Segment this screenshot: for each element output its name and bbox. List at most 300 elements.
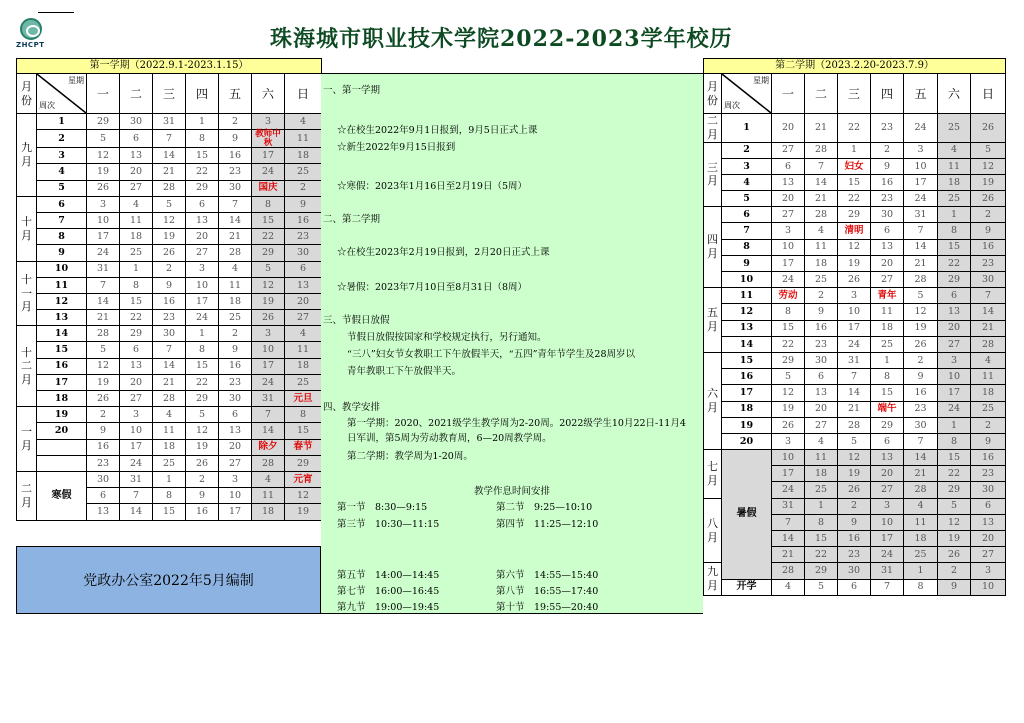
day-cell: 21: [838, 401, 871, 417]
holiday-cell: 清明: [838, 223, 871, 239]
week-number: 18: [722, 401, 772, 417]
day-cell: 8: [772, 304, 805, 320]
day-cell: 10: [871, 514, 904, 530]
day-cell: 5: [772, 369, 805, 385]
week-row: [17, 391, 322, 407]
day-cell: 12: [772, 385, 805, 401]
day-cell: 11: [153, 423, 186, 439]
week-number: 10: [722, 272, 772, 288]
day-cell: 17: [871, 531, 904, 547]
day-cell: 17: [219, 504, 252, 520]
day-cell: 11: [120, 212, 153, 228]
day-cell: 14: [87, 293, 120, 309]
week-number: 8: [722, 239, 772, 255]
day-cell: 3: [120, 407, 153, 423]
schedule-period: 第七节 16:00—16:45: [337, 586, 440, 597]
day-cell: 7: [904, 433, 938, 449]
day-cell: 28: [904, 272, 938, 288]
day-cell: 15: [120, 293, 153, 309]
week-number: 7: [722, 223, 772, 239]
day-cell: 27: [120, 391, 153, 407]
weekday-label: 星期: [753, 76, 769, 85]
day-cell: 7: [219, 196, 252, 212]
day-cell: 10: [219, 488, 252, 504]
day-cell: 2: [219, 114, 252, 130]
week-row: [704, 401, 1006, 417]
day-cell: 17: [87, 229, 120, 245]
day-cell: 13: [871, 239, 904, 255]
day-cell: 29: [87, 114, 120, 130]
day-cell: 7: [87, 277, 120, 293]
week-number: 16: [722, 369, 772, 385]
day-cell: 17: [120, 439, 153, 455]
day-cell: 16: [87, 439, 120, 455]
section-2-item-b: ☆暑假：2023年7月10日至8月31日（8周）: [337, 282, 527, 293]
week-row: [704, 207, 1006, 223]
section-3-item-b: “三八”妇女节女教职工下午放假半天，“五四”青年节学生及28周岁以: [347, 349, 636, 360]
month-label: 九月: [17, 114, 37, 197]
weekday-header: 三: [153, 74, 186, 114]
week-number: 4: [37, 164, 87, 180]
day-cell: 10: [120, 423, 153, 439]
info-panel: [321, 73, 703, 614]
day-cell: 14: [219, 212, 252, 228]
week-row: [704, 579, 1006, 595]
day-cell: 21: [904, 466, 938, 482]
day-cell: 19: [971, 174, 1006, 190]
day-cell: 15: [772, 320, 805, 336]
day-cell: 17: [904, 174, 938, 190]
day-cell: 9: [153, 277, 186, 293]
week-row: [704, 223, 1006, 239]
day-cell: 17: [938, 385, 971, 401]
day-cell: 19: [186, 439, 219, 455]
day-cell: 30: [219, 180, 252, 196]
day-cell: 15: [186, 358, 219, 374]
day-cell: 9: [87, 423, 120, 439]
day-cell: 15: [153, 504, 186, 520]
logo-text: ZHCPT: [16, 41, 45, 49]
day-cell: 6: [871, 433, 904, 449]
day-cell: 23: [87, 455, 120, 471]
day-cell: 8: [186, 342, 219, 358]
day-cell: 5: [805, 579, 838, 595]
month-label: 九月: [704, 563, 722, 595]
day-cell: 21: [772, 547, 805, 563]
day-cell: 31: [904, 207, 938, 223]
day-cell: 8: [938, 433, 971, 449]
day-cell: 20: [186, 229, 219, 245]
day-cell: 18: [285, 358, 322, 374]
day-cell: 31: [772, 498, 805, 514]
day-cell: 8: [904, 579, 938, 595]
day-cell: 29: [186, 391, 219, 407]
day-cell: 21: [904, 255, 938, 271]
day-cell: 4: [772, 579, 805, 595]
day-cell: 11: [805, 450, 838, 466]
day-cell: 29: [120, 326, 153, 342]
day-cell: 18: [153, 439, 186, 455]
day-cell: 17: [252, 358, 285, 374]
day-cell: 15: [252, 212, 285, 228]
day-cell: 3: [186, 261, 219, 277]
week-row: [704, 272, 1006, 288]
day-cell: 18: [904, 531, 938, 547]
day-cell: 16: [219, 358, 252, 374]
day-cell: 12: [938, 514, 971, 530]
day-cell: 23: [219, 164, 252, 180]
day-cell: 9: [219, 342, 252, 358]
week-number: 12: [37, 293, 87, 309]
holiday-cell: 元旦: [285, 391, 322, 407]
day-cell: 6: [871, 223, 904, 239]
day-cell: 14: [971, 304, 1006, 320]
day-cell: 28: [805, 142, 838, 158]
day-cell: 12: [87, 148, 120, 164]
week-row: [17, 196, 322, 212]
day-cell: 4: [805, 433, 838, 449]
day-cell: 12: [838, 450, 871, 466]
day-cell: 11: [971, 369, 1006, 385]
day-cell: 22: [186, 374, 219, 390]
section-2-heading: 二、第二学期: [323, 214, 381, 225]
week-number: 2: [37, 130, 87, 148]
day-cell: 14: [252, 423, 285, 439]
day-cell: 16: [153, 293, 186, 309]
day-cell: 13: [120, 358, 153, 374]
day-cell: 25: [971, 401, 1006, 417]
day-cell: 6: [805, 369, 838, 385]
day-cell: 3: [938, 352, 971, 368]
day-cell: 27: [186, 245, 219, 261]
section-4-item-b: 日军训，第5周为劳动教育周，6—20周教学周。: [347, 433, 552, 444]
week-number: 18: [37, 391, 87, 407]
month-label: 十一月: [17, 261, 37, 326]
day-cell: 7: [971, 288, 1006, 304]
day-cell: 20: [805, 401, 838, 417]
day-cell: 4: [120, 196, 153, 212]
day-cell: 14: [772, 531, 805, 547]
day-cell: 8: [252, 196, 285, 212]
day-cell: 29: [772, 352, 805, 368]
day-cell: 29: [938, 482, 971, 498]
day-cell: 14: [805, 174, 838, 190]
week-number: [37, 439, 87, 455]
school-logo-icon: [20, 18, 42, 40]
day-cell: 6: [772, 158, 805, 174]
day-cell: 30: [805, 352, 838, 368]
day-cell: 15: [186, 148, 219, 164]
week-number-label: 周次: [724, 101, 740, 110]
day-cell: 24: [772, 482, 805, 498]
holiday-cell: 青年: [871, 288, 904, 304]
day-cell: 4: [805, 223, 838, 239]
day-cell: 7: [772, 514, 805, 530]
semester2-table: [703, 58, 1006, 596]
day-cell: 5: [252, 261, 285, 277]
day-cell: 11: [938, 158, 971, 174]
day-cell: 24: [87, 245, 120, 261]
week-number: 17: [37, 374, 87, 390]
day-cell: 16: [871, 174, 904, 190]
day-cell: 5: [87, 342, 120, 358]
day-cell: 4: [971, 352, 1006, 368]
day-cell: 14: [904, 239, 938, 255]
day-cell: 22: [938, 255, 971, 271]
day-cell: 24: [252, 374, 285, 390]
day-cell: 27: [971, 547, 1006, 563]
day-cell: 8: [186, 130, 219, 148]
day-cell: 6: [120, 130, 153, 148]
schedule-title: 教学作息时间安排: [473, 486, 550, 497]
month-label: 六月: [704, 352, 722, 449]
day-cell: 7: [871, 579, 904, 595]
week-row: [17, 293, 322, 309]
day-cell: 7: [805, 158, 838, 174]
month-label: 五月: [704, 288, 722, 353]
day-cell: 3: [871, 498, 904, 514]
day-cell: 9: [219, 130, 252, 148]
day-cell: 7: [153, 130, 186, 148]
day-cell: 26: [971, 191, 1006, 207]
day-cell: 1: [120, 261, 153, 277]
day-cell: 24: [772, 272, 805, 288]
vacation-label: 暑假: [722, 450, 772, 580]
schedule-period: 第六节 14:55—15:40: [496, 570, 599, 581]
day-cell: 7: [120, 488, 153, 504]
day-cell: 17: [838, 320, 871, 336]
day-cell: 13: [805, 385, 838, 401]
day-cell: 1: [938, 417, 971, 433]
week-row: [17, 245, 322, 261]
weekday-header: 四: [186, 74, 219, 114]
day-cell: 22: [938, 466, 971, 482]
day-cell: 25: [219, 310, 252, 326]
day-cell: 19: [772, 401, 805, 417]
week-number: 7: [37, 212, 87, 228]
day-cell: 16: [838, 531, 871, 547]
day-cell: 1: [186, 326, 219, 342]
day-cell: 9: [838, 514, 871, 530]
day-cell: 6: [186, 196, 219, 212]
day-cell: 8: [871, 369, 904, 385]
day-cell: 20: [772, 114, 805, 143]
week-row: [17, 261, 322, 277]
day-cell: 21: [805, 191, 838, 207]
day-cell: 27: [219, 455, 252, 471]
day-cell: 15: [871, 385, 904, 401]
week-row: [704, 255, 1006, 271]
day-cell: 11: [252, 488, 285, 504]
week-row: [17, 180, 322, 196]
day-cell: 22: [838, 191, 871, 207]
day-cell: 26: [772, 417, 805, 433]
day-cell: 28: [153, 391, 186, 407]
day-cell: 30: [153, 326, 186, 342]
day-cell: 9: [285, 196, 322, 212]
week-number: 15: [37, 342, 87, 358]
day-cell: 27: [805, 417, 838, 433]
day-cell: 23: [904, 401, 938, 417]
day-cell: 31: [87, 261, 120, 277]
week-row: [704, 304, 1006, 320]
week-number: 16: [37, 358, 87, 374]
week-row: [704, 114, 1006, 143]
day-cell: 29: [871, 417, 904, 433]
day-cell: 10: [904, 158, 938, 174]
week-number: 1: [722, 114, 772, 143]
day-cell: 6: [285, 261, 322, 277]
day-cell: 1: [904, 563, 938, 579]
day-cell: 5: [153, 196, 186, 212]
week-number: 2: [722, 142, 772, 158]
day-cell: 9: [904, 369, 938, 385]
section-4-heading: 四、教学安排: [323, 402, 381, 413]
day-cell: 19: [938, 531, 971, 547]
day-cell: 21: [219, 229, 252, 245]
day-cell: 2: [971, 417, 1006, 433]
day-cell: 11: [871, 304, 904, 320]
week-number: 13: [722, 320, 772, 336]
day-cell: 5: [838, 433, 871, 449]
day-cell: 12: [838, 239, 871, 255]
weekday-header: 六: [938, 74, 971, 114]
week-number: 19: [37, 407, 87, 423]
day-cell: 2: [904, 352, 938, 368]
day-cell: 6: [938, 288, 971, 304]
section-2-item-a: ☆在校生2023年2月19日报到，2月20日正式上课: [337, 247, 550, 258]
day-cell: 12: [904, 304, 938, 320]
day-cell: 5: [904, 288, 938, 304]
week-row: [704, 369, 1006, 385]
day-cell: 28: [838, 417, 871, 433]
day-cell: 30: [971, 272, 1006, 288]
day-cell: 14: [153, 358, 186, 374]
week-row: [704, 239, 1006, 255]
day-cell: 25: [871, 336, 904, 352]
day-cell: 2: [87, 407, 120, 423]
day-cell: 18: [252, 504, 285, 520]
day-cell: 3: [87, 196, 120, 212]
weekday-header: 日: [971, 74, 1006, 114]
day-cell: 9: [186, 488, 219, 504]
day-cell: 22: [186, 164, 219, 180]
week-row: [17, 439, 322, 455]
day-cell: 19: [838, 466, 871, 482]
schedule-period: 第十节 19:55—20:40: [496, 602, 599, 613]
day-cell: 12: [252, 277, 285, 293]
day-cell: 10: [87, 212, 120, 228]
day-cell: 15: [805, 531, 838, 547]
day-cell: 9: [871, 158, 904, 174]
section-4-item-c: 第二学期：教学周为1-20周。: [347, 451, 473, 462]
day-cell: 11: [285, 342, 322, 358]
day-cell: 29: [938, 272, 971, 288]
day-cell: 24: [904, 114, 938, 143]
holiday-cell: 劳动: [772, 288, 805, 304]
week-row: [704, 417, 1006, 433]
day-cell: 24: [871, 547, 904, 563]
day-cell: 26: [904, 336, 938, 352]
schedule-period: 第三节 10:30—11:15: [337, 519, 440, 530]
day-cell: 18: [285, 148, 322, 164]
holiday-cell: 除夕: [252, 439, 285, 455]
day-cell: 4: [153, 407, 186, 423]
day-cell: 3: [252, 114, 285, 130]
schedule-period: 第五节 14:00—14:45: [337, 570, 440, 581]
week-row: [704, 352, 1006, 368]
week-row: [17, 374, 322, 390]
day-cell: 22: [772, 336, 805, 352]
day-cell: 13: [87, 504, 120, 520]
day-cell: 15: [838, 174, 871, 190]
day-cell: 30: [87, 471, 120, 487]
day-cell: 17: [772, 255, 805, 271]
day-cell: 6: [838, 579, 871, 595]
week-row: [704, 385, 1006, 401]
day-cell: 25: [938, 114, 971, 143]
day-cell: 22: [120, 310, 153, 326]
day-cell: 30: [219, 391, 252, 407]
week-number: 3: [37, 148, 87, 164]
day-cell: 11: [805, 239, 838, 255]
day-cell: 20: [772, 191, 805, 207]
section-1-item-b: ☆新生2022年9月15日报到: [337, 142, 456, 153]
day-cell: 14: [838, 385, 871, 401]
month-label: 一月: [17, 407, 37, 472]
day-cell: 6: [120, 342, 153, 358]
day-cell: 26: [87, 391, 120, 407]
office-note: 党政办公室2022年5月编制: [16, 546, 321, 614]
weekday-header: 一: [87, 74, 120, 114]
week-number: 20: [37, 423, 87, 439]
day-cell: 7: [252, 407, 285, 423]
day-cell: 21: [805, 114, 838, 143]
day-cell: 5: [87, 130, 120, 148]
week-row: [17, 114, 322, 130]
day-cell: 3: [838, 288, 871, 304]
week-row: [17, 455, 322, 471]
weekday-header: 五: [904, 74, 938, 114]
schedule-period: 第九节 19:00—19:45: [337, 602, 440, 613]
day-cell: 19: [87, 164, 120, 180]
day-cell: 12: [971, 158, 1006, 174]
day-cell: 1: [805, 498, 838, 514]
day-cell: 15: [285, 423, 322, 439]
day-cell: 13: [971, 514, 1006, 530]
day-cell: 4: [285, 114, 322, 130]
day-cell: 9: [805, 304, 838, 320]
day-cell: 20: [871, 255, 904, 271]
holiday-cell: 端午: [871, 401, 904, 417]
day-cell: 18: [219, 293, 252, 309]
weekday-header: 二: [120, 74, 153, 114]
day-cell: 12: [87, 358, 120, 374]
day-cell: 2: [871, 142, 904, 158]
day-cell: 18: [971, 385, 1006, 401]
week-number-label: 周次: [39, 101, 55, 110]
section-3-item-a: 节假日放假按国家和学校规定执行，另行通知。: [347, 332, 547, 343]
week-corner-header: [722, 74, 772, 114]
day-cell: 25: [904, 547, 938, 563]
day-cell: 3: [772, 223, 805, 239]
week-number: 8: [37, 229, 87, 245]
day-cell: 17: [772, 466, 805, 482]
day-cell: 5: [971, 142, 1006, 158]
day-cell: 6: [219, 407, 252, 423]
day-cell: 25: [120, 245, 153, 261]
day-cell: 15: [938, 239, 971, 255]
